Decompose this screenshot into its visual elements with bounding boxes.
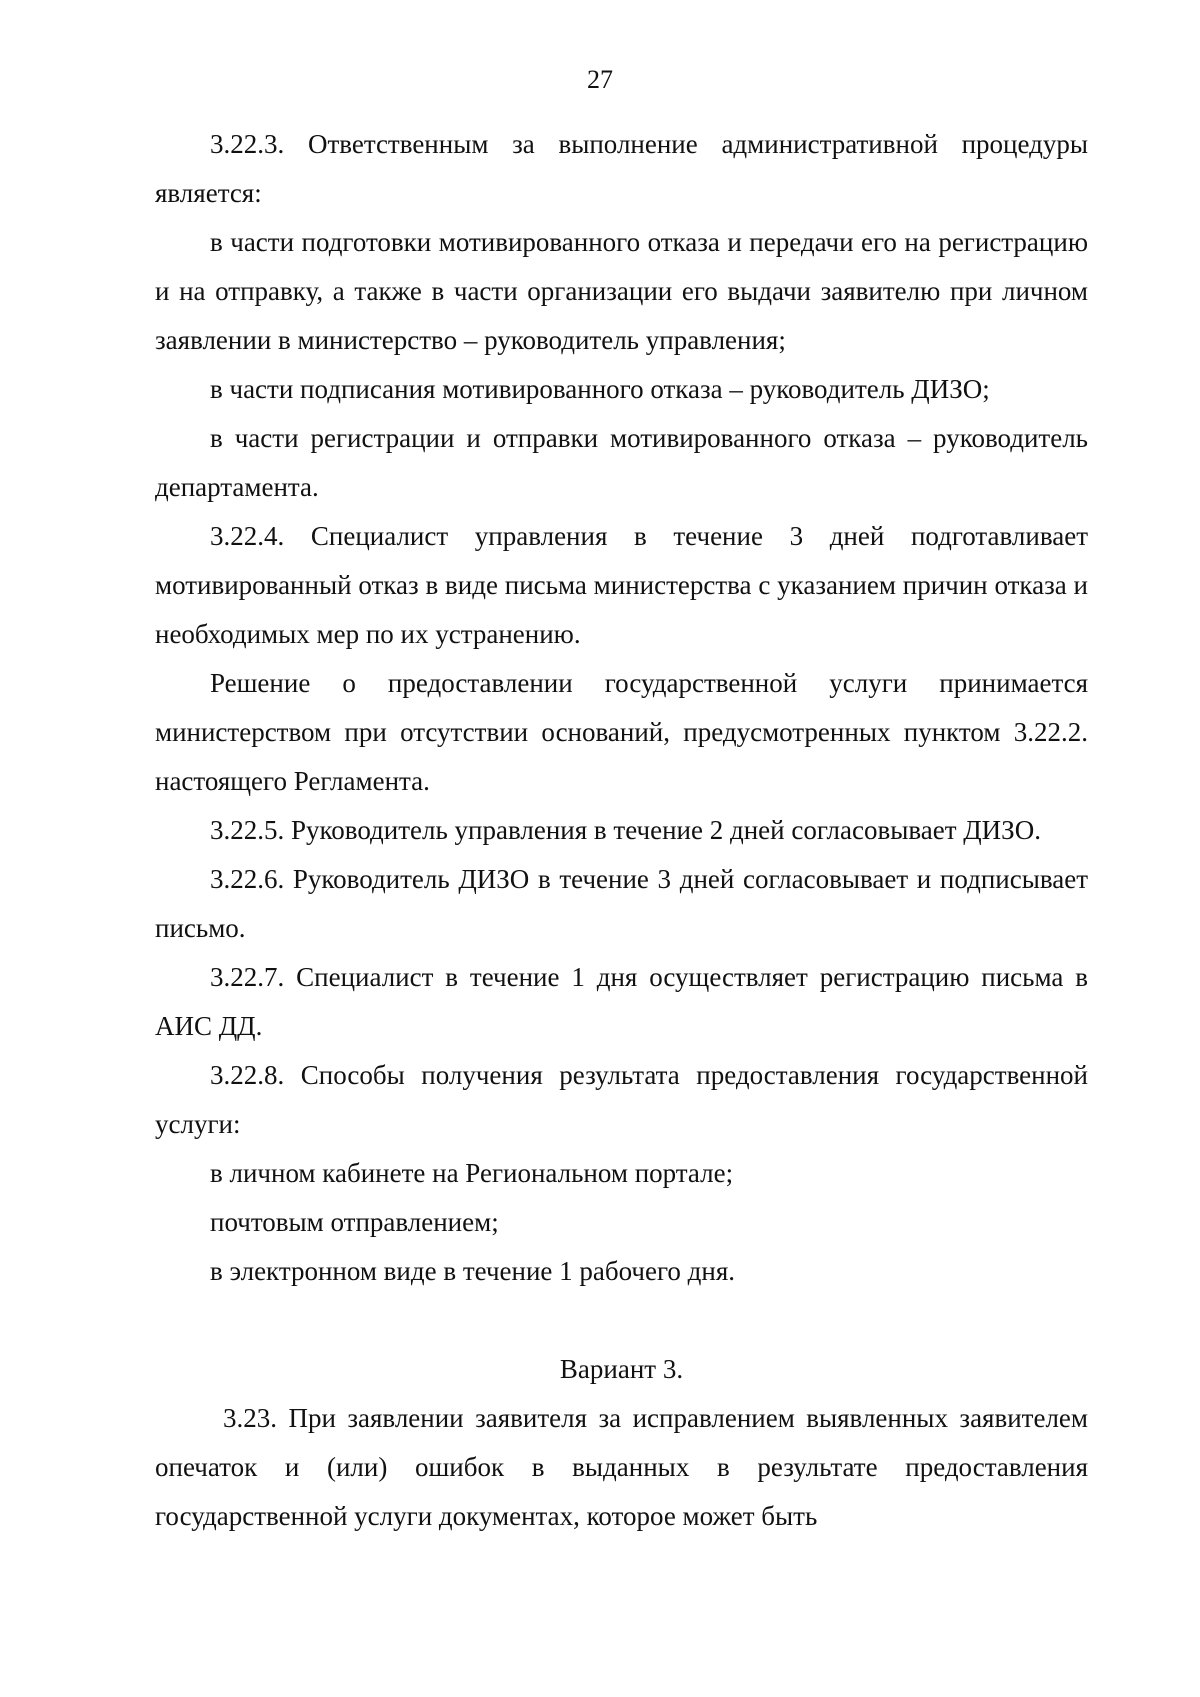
page-number: 27 <box>587 65 613 94</box>
paragraph-responsible-signing: в части подписания мотивированного отказа – руководитель ДИЗО; <box>210 374 990 404</box>
list-item-electronic: в электронном виде в течение 1 рабочего дня. <box>210 1256 735 1286</box>
section-heading: Вариант 3. <box>559 1354 684 1384</box>
list-item-personal-account: в личном кабинете на Региональном портале; <box>210 1158 734 1188</box>
document-body <box>155 120 1088 1541</box>
paragraph-3-22-7: 3.22.7. Специалист в течение 1 дня осуществляет регистрацию письма в АИС ДД. <box>155 962 1088 1041</box>
paragraph-3-22-4: 3.22.4. Специалист управления в течение 3 дней подготавливает мотивированный отказ в виде письма министерства с указанием причин отказа и необходимых мер по их устранению. <box>155 521 1088 649</box>
paragraph-3-23: 3.23. При заявлении заявителя за исправлением выявленных заявителем опечаток и (или) ошибок в выданных в результате предоставления государственной услуги документах, которое может быть <box>155 1403 1088 1531</box>
paragraph-3-22-3: 3.22.3. Ответственным за выполнение административной процедуры является: <box>155 129 1088 208</box>
list-item-postal: почтовым отправлением; <box>210 1207 499 1237</box>
paragraph-3-22-8: 3.22.8. Способы получения результата предоставления государственной услуги: <box>155 1060 1088 1139</box>
section-spacer <box>155 1296 1088 1345</box>
paragraph-3-22-5: 3.22.5. Руководитель управления в течение 2 дней согласовывает ДИЗО. <box>210 815 1041 845</box>
paragraph-responsible-management: в части подготовки мотивированного отказа и передачи его на регистрацию и на отправку, а также в части организации его выдачи заявителю при личном заявлении в министерство – руководитель управления; <box>155 227 1088 355</box>
paragraph-responsible-registration: в части регистрации и отправки мотивированного отказа – руководитель департамента. <box>155 423 1088 502</box>
paragraph-3-22-6: 3.22.6. Руководитель ДИЗО в течение 3 дней согласовывает и подписывает письмо. <box>155 864 1088 943</box>
paragraph-decision: Решение о предоставлении государственной услуги принимается министерством при отсутствии оснований, предусмотренных пунктом 3.22.2. настоящего Регламента. <box>155 668 1088 796</box>
